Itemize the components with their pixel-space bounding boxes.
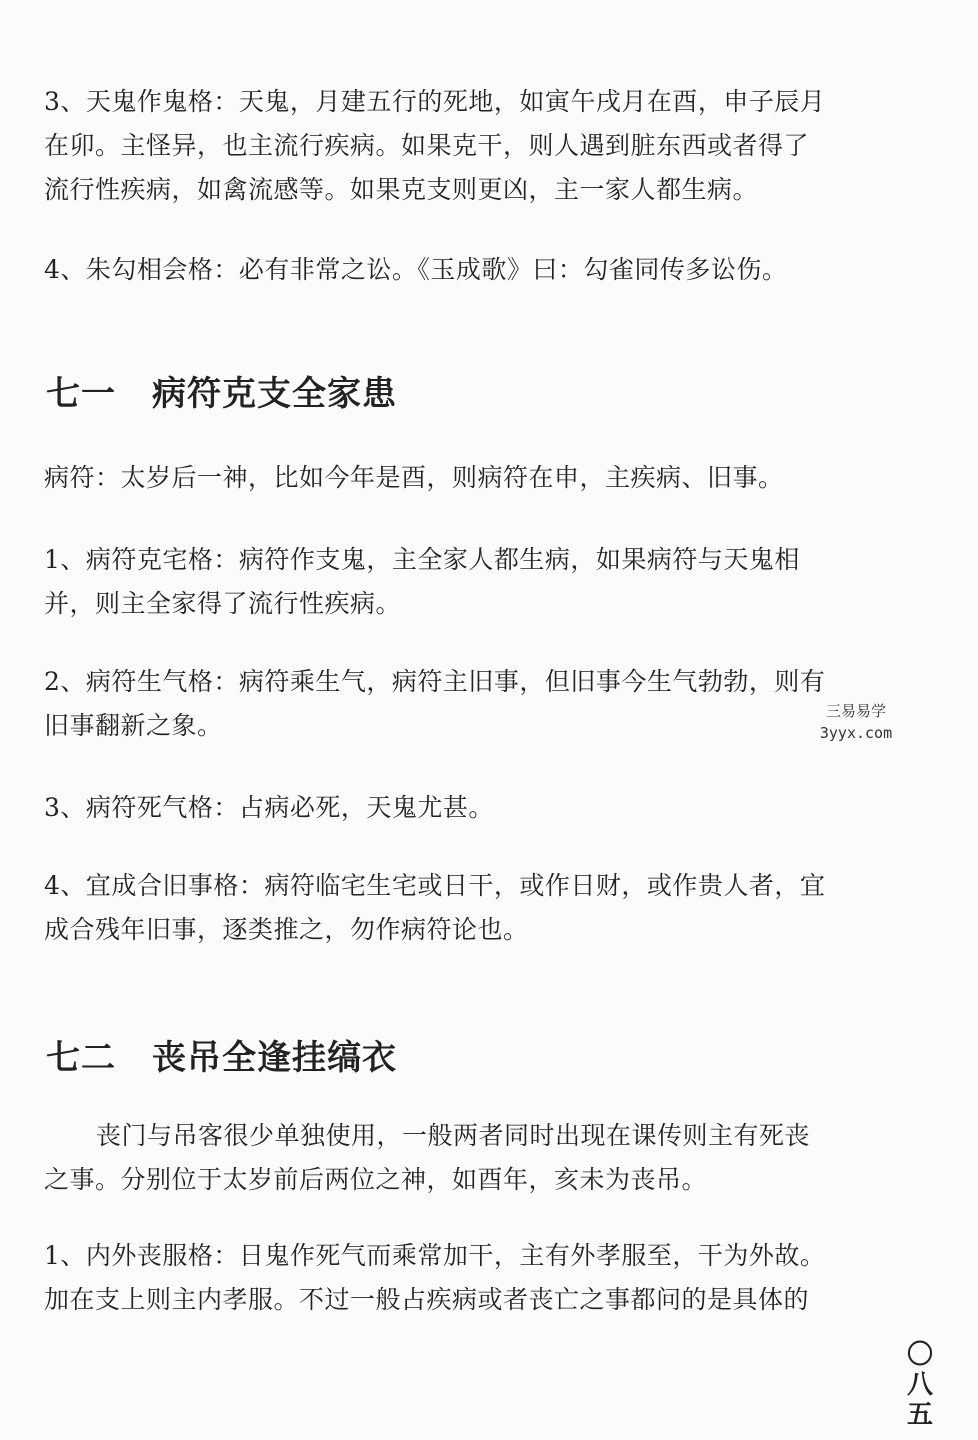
text-line: 1、内外丧服格：日鬼作死气而乘常加干，主有外孝服至，干为外故。: [44, 1241, 826, 1270]
text-line: 在卯。主怪异，也主流行疾病。如果克干，则人遇到脏东西或者得了: [44, 131, 810, 160]
paragraph-sangdiao-intro: [44, 1114, 834, 1202]
section-heading-72: [46, 1030, 397, 1079]
text-line: 丧门与吊客很少单独使用，一般两者同时出现在课传则主有死丧: [96, 1121, 811, 1150]
paragraph-zhugou: [44, 248, 834, 292]
text-line: 加在支上则主内孝服。不过一般占疾病或者丧亡之事都问的是具体的: [44, 1285, 810, 1314]
paragraph-bingfu-item3: [44, 786, 834, 830]
text-line: 3、病符死气格：占病必死，天鬼尤甚。: [44, 793, 494, 822]
text-line: 4、宜成合旧事格：病符临宅生宅或日干，或作日财，或作贵人者，宜: [44, 871, 826, 900]
section-title: 丧吊全逢挂缟衣: [152, 1038, 397, 1078]
section-number: 七一: [46, 374, 116, 414]
site-watermark: [816, 700, 896, 744]
text-line: 4、朱勾相会格：必有非常之讼。《玉成歌》曰：勾雀同传多讼伤。: [44, 255, 788, 284]
paragraph-bingfu-item2: [44, 660, 834, 748]
text-line: 之事。分别位于太岁前后两位之神，如酉年，亥未为丧吊。: [44, 1165, 708, 1194]
paragraph-tiangui: [44, 80, 834, 212]
paragraph-bingfu-item1: [44, 538, 834, 626]
section-title: 病符克支全家患: [152, 374, 397, 414]
text-line: 3、天鬼作鬼格：天鬼，月建五行的死地，如寅午戌月在酉，申子辰月: [44, 87, 826, 116]
page-number: [902, 1340, 938, 1430]
paragraph-bingfu-intro: [44, 456, 834, 500]
text-line: 病符：太岁后一神，比如今年是酉，则病符在申，主疾病、旧事。: [44, 463, 784, 492]
text-line: 1、病符克宅格：病符作支鬼，主全家人都生病，如果病符与天鬼相: [44, 545, 800, 574]
text-line: 旧事翻新之象。: [44, 711, 223, 740]
text-line: 流行性疾病，如禽流感等。如果克支则更凶，主一家人都生病。: [44, 175, 759, 204]
paragraph-sangdiao-item1: [44, 1234, 834, 1322]
text-line: 并，则主全家得了流行性疾病。: [44, 589, 402, 618]
paragraph-bingfu-item4: [44, 864, 834, 952]
section-number: 七二: [46, 1038, 116, 1078]
section-heading-71: [46, 366, 397, 415]
text-line: 2、病符生气格：病符乘生气，病符主旧事，但旧事今生气勃勃，则有: [44, 667, 826, 696]
page-number-char: 八: [906, 1370, 933, 1400]
page-number-char: 五: [906, 1400, 933, 1430]
page-number-char: 〇: [906, 1340, 933, 1370]
watermark-line: 3yyx.com: [819, 724, 893, 742]
watermark-line: 三易易学: [825, 702, 886, 720]
text-line: 成合残年旧事，逐类推之，勿作病符论也。: [44, 915, 529, 944]
